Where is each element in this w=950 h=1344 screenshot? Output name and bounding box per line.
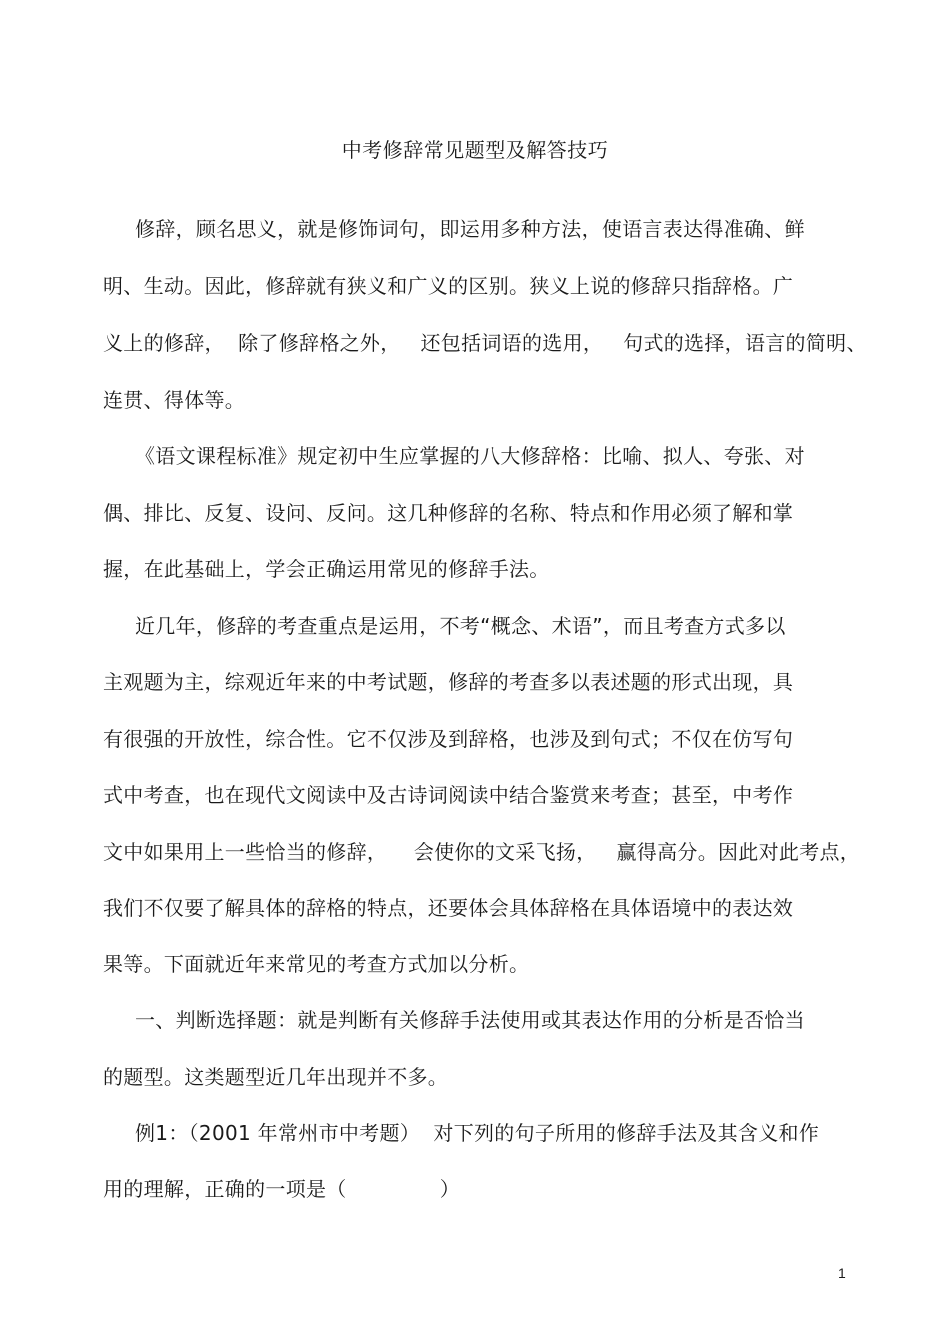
paragraph-line: 义上的修辞， 除了修辞格之外， 还包括词语的选用， 句式的选择，语言的简明、	[103, 331, 867, 355]
paragraph-line: 式中考查，也在现代文阅读中及古诗词阅读中结合鉴赏来考查；甚至，中考作	[103, 783, 794, 807]
paragraph-line: 例1：（2001 年常州市中考题） 对下列的句子所用的修辞手法及其含义和作	[135, 1121, 820, 1145]
paragraph-line: 一、判断选择题：就是判断有关修辞手法使用或其表达作用的分析是否恰当	[135, 1008, 805, 1032]
paragraph-line: 明、生动。因此，修辞就有狭义和广义的区别。狭义上说的修辞只指辞格。广	[103, 274, 794, 298]
paragraph-line: 《语文课程标准》规定初中生应掌握的八大修辞格：比喻、拟人、夸张、对	[135, 444, 805, 468]
paragraph-line: 的题型。这类题型近几年出现并不多。	[103, 1065, 449, 1089]
paragraph-line: 果等。下面就近年来常见的考查方式加以分析。	[103, 952, 530, 976]
paragraph-line: 有很强的开放性，综合性。它不仅涉及到辞格，也涉及到句式；不仅在仿写句	[103, 727, 794, 751]
paragraph-line: 主观题为主，综观近年来的中考试题，修辞的考查多以表述题的形式出现，具	[103, 670, 794, 694]
page-number: 1	[838, 1265, 846, 1281]
paragraph-line: 修辞，顾名思义，就是修饰词句，即运用多种方法，使语言表达得准确、鲜	[135, 217, 805, 241]
paragraph-line: 用的理解，正确的一项是（ ）	[103, 1177, 461, 1201]
paragraph-line: 近几年，修辞的考查重点是运用，不考“概念、术语”，而且考查方式多以	[135, 614, 786, 638]
paragraph-line: 连贯、得体等。	[103, 388, 246, 412]
paragraph-line: 我们不仅要了解具体的辞格的特点，还要体会具体辞格在具体语境中的表达效	[103, 896, 794, 920]
paragraph-line: 偶、排比、反复、设问、反问。这几种修辞的名称、特点和作用必须了解和掌	[103, 501, 794, 525]
document-title: 中考修辞常见题型及解答技巧	[341, 138, 609, 162]
paragraph-line: 文中如果用上一些恰当的修辞， 会使你的文采飞扬， 赢得高分。因此对此考点，	[103, 840, 861, 864]
paragraph-line: 握，在此基础上，学会正确运用常见的修辞手法。	[103, 557, 550, 581]
